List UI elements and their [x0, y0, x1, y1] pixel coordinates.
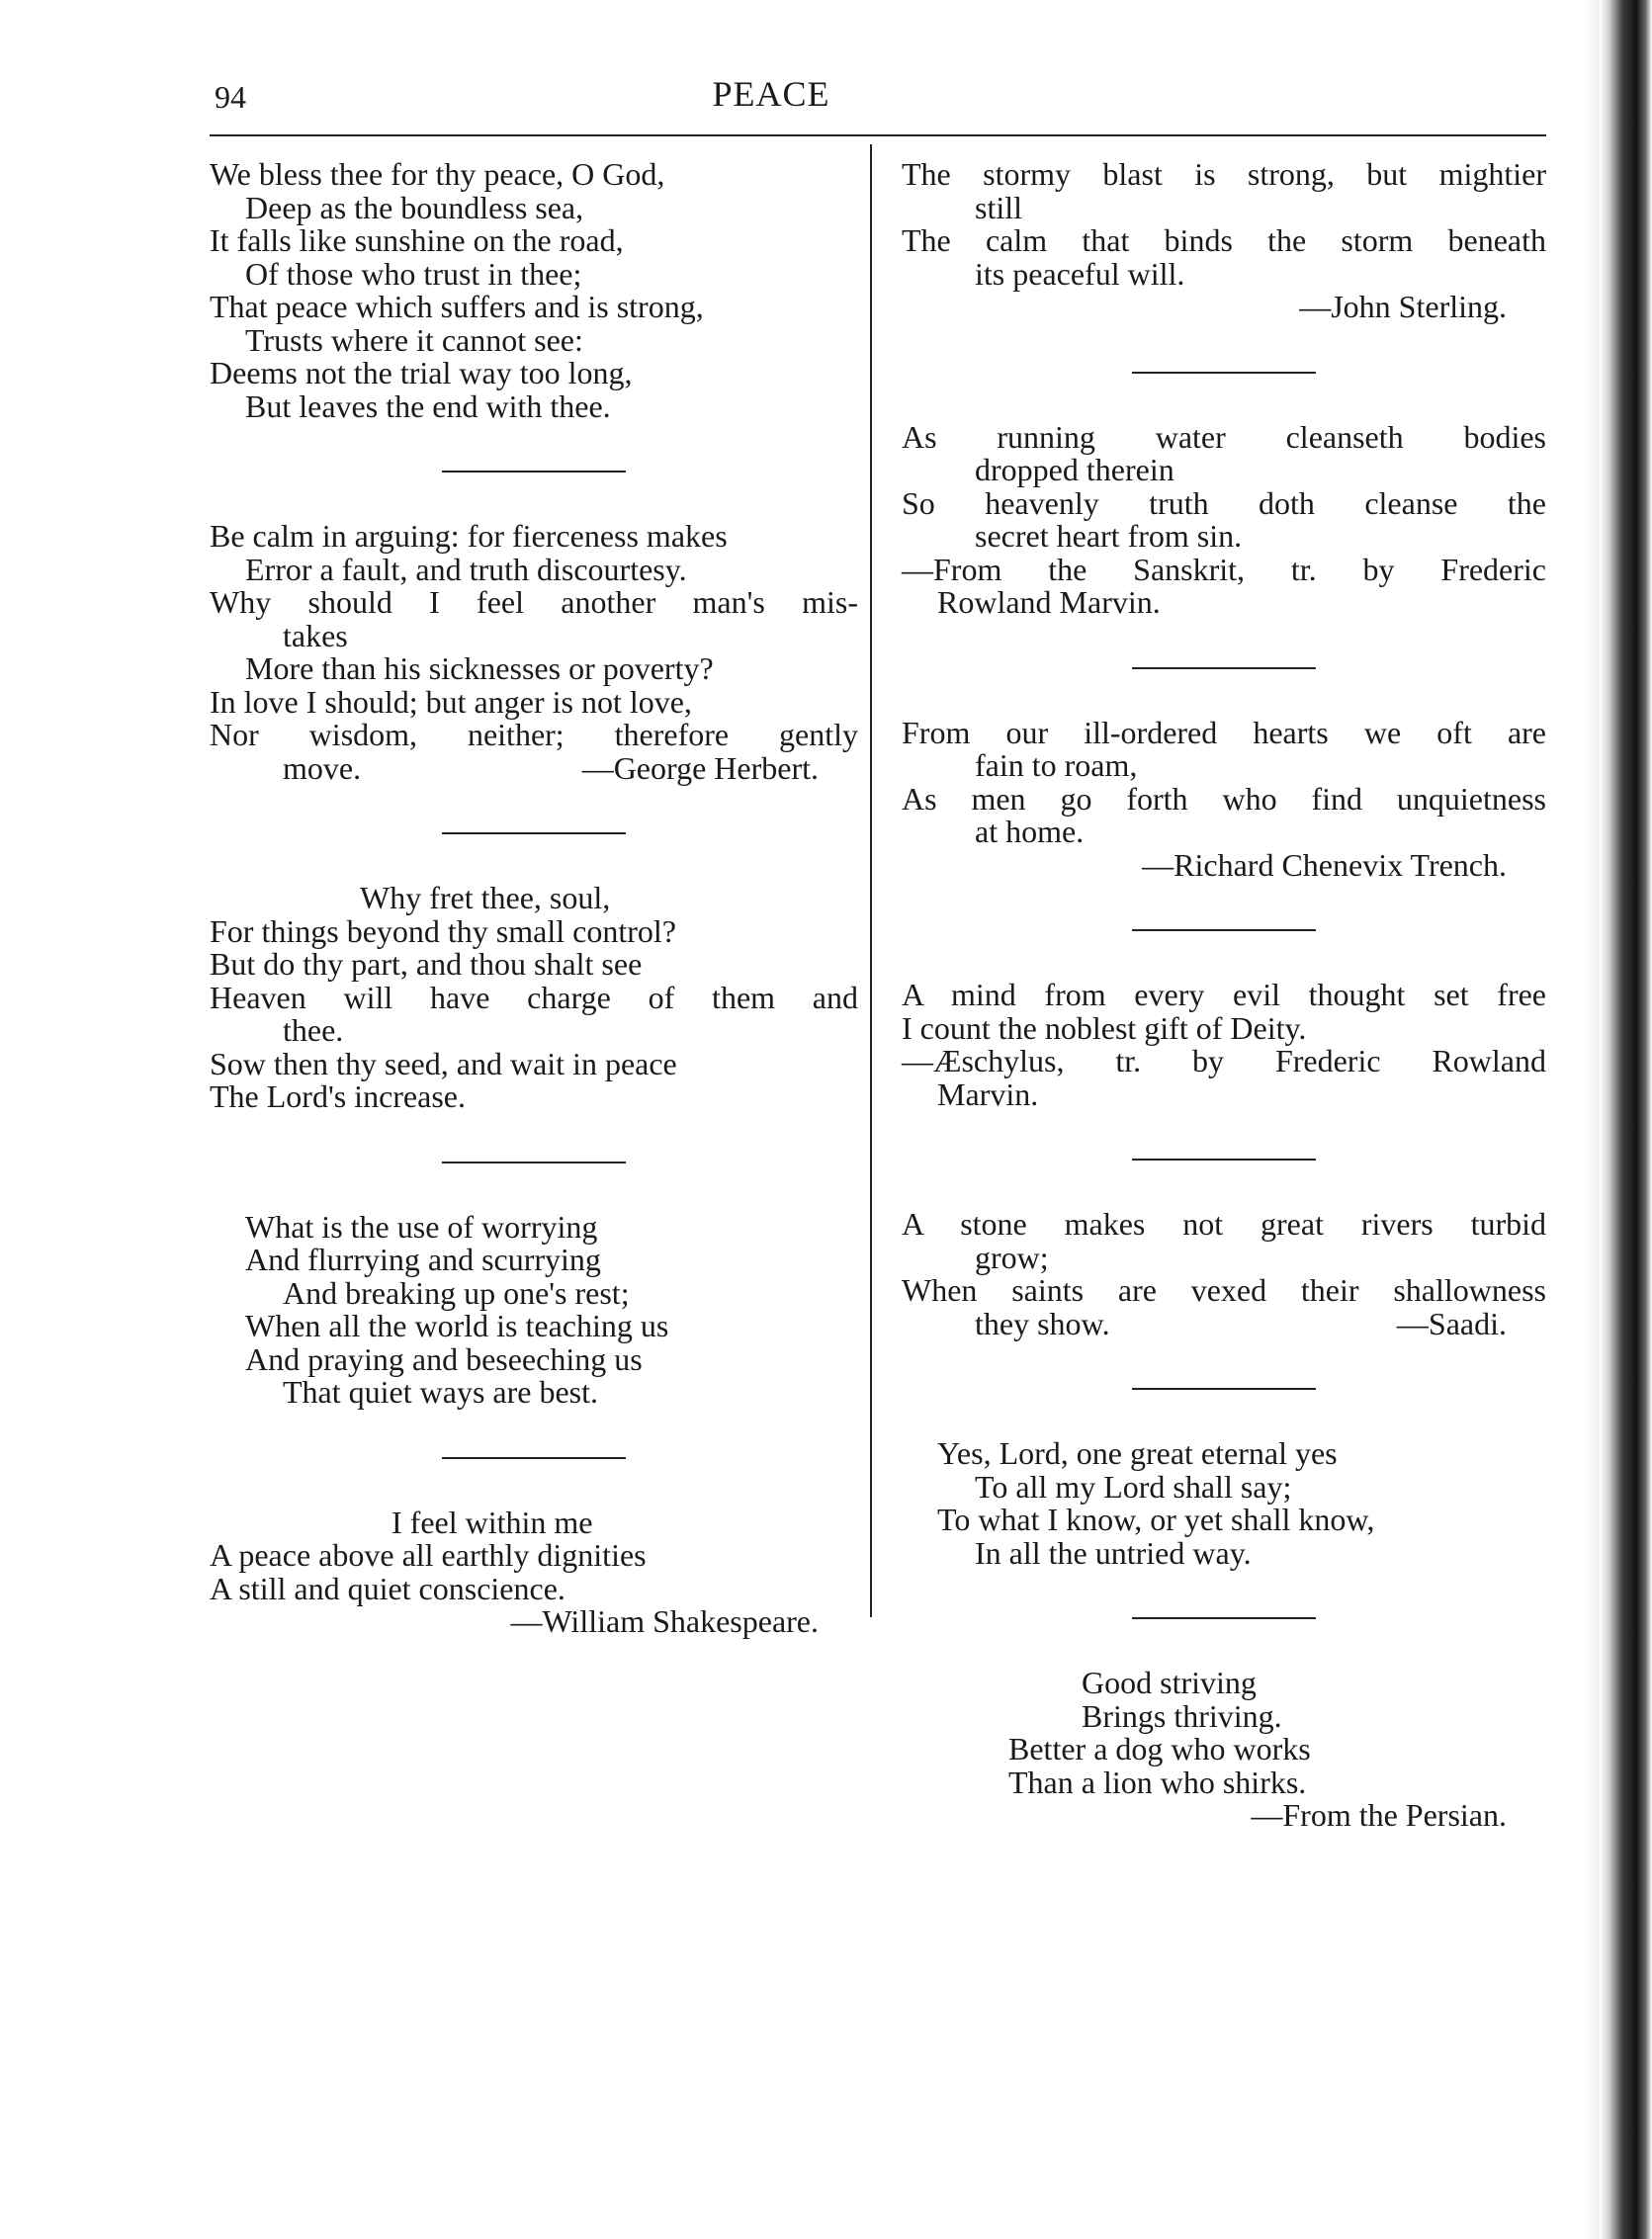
- verse-line: To all my Lord shall say;: [975, 1468, 1292, 1505]
- attribution: —John Sterling.: [1299, 289, 1507, 324]
- verse-line: Than a lion who shirks.: [1008, 1764, 1307, 1800]
- verse-line: fain to roam,: [975, 747, 1138, 783]
- verse-line: More than his sicknesses or poverty?: [245, 650, 714, 686]
- verse-line-with-attribution: [902, 1305, 1546, 1341]
- separator-rule: [1132, 1159, 1316, 1161]
- attribution: —George Herbert.: [581, 749, 819, 786]
- verse-line: move.: [283, 749, 362, 786]
- verse-line: And breaking up one's rest;: [283, 1274, 630, 1311]
- verse-line: To what I know, or yet shall know,: [937, 1502, 1375, 1537]
- verse-line: A stone makes not great rivers turbid: [902, 1206, 1546, 1242]
- verse-line: It falls like sunshine on the road,: [210, 222, 624, 258]
- separator-rule: [442, 832, 626, 834]
- attribution: —From the Persian.: [1251, 1797, 1507, 1833]
- separator-rule: [442, 1162, 626, 1163]
- verse-line: What is the use of worrying: [245, 1208, 598, 1245]
- separator-rule: [442, 1457, 626, 1459]
- verse-line: A peace above all earthly dignities: [210, 1537, 647, 1573]
- verse-line: grow;: [975, 1239, 1049, 1275]
- separator-rule: [1132, 667, 1316, 669]
- verse-block: [210, 158, 858, 423]
- verse-line: The Lord's increase.: [210, 1078, 466, 1114]
- verse-line: In all the untried way.: [975, 1534, 1252, 1571]
- header-rule: [210, 134, 1546, 136]
- verse-line: they show.: [975, 1305, 1110, 1341]
- attribution: —Æschylus, tr. by Frederic Rowland: [902, 1043, 1546, 1078]
- left-column: [210, 158, 858, 1639]
- attribution: —Saadi.: [1396, 1305, 1507, 1341]
- verse-line: still: [975, 189, 1023, 225]
- verse-block: [902, 979, 1546, 1111]
- verse-line: The stormy blast is strong, but mightier: [902, 156, 1546, 192]
- verse-line: Be calm in arguing: for fierceness makes: [210, 518, 728, 554]
- verse-line: We bless thee for thy peace, O God,: [210, 156, 665, 192]
- verse-line: Why should I feel another man's mis-: [210, 584, 858, 620]
- verse-line: Deep as the boundless sea,: [245, 189, 584, 225]
- verse-block: [210, 882, 858, 1114]
- verse-line: Trusts where it cannot see:: [245, 321, 583, 358]
- verse-line: So heavenly truth doth cleanse the: [902, 484, 1546, 521]
- verse-line: For things beyond thy small control?: [210, 912, 676, 949]
- verse-line: The calm that binds the storm beneath: [902, 222, 1546, 258]
- verse-line: But leaves the end with thee.: [245, 388, 611, 424]
- verse-line: Brings thriving.: [1082, 1697, 1282, 1734]
- verse-line: A still and quiet conscience.: [210, 1570, 565, 1606]
- right-column: [902, 158, 1546, 1833]
- verse-line: But do thy part, and thou shalt see: [210, 946, 643, 982]
- separator-rule: [1132, 1617, 1316, 1619]
- separator-rule: [442, 471, 626, 473]
- verse-line: I feel within me: [391, 1504, 593, 1540]
- verse-line: As men go forth who find unquietness: [902, 780, 1546, 817]
- verse-line: Good striving: [1082, 1665, 1257, 1700]
- verse-line: That peace which suffers and is strong,: [210, 289, 704, 324]
- verse-block: [902, 418, 1546, 620]
- verse-line: Error a fault, and truth discourtesy.: [245, 551, 687, 587]
- verse-line: Deems not the trial way too long,: [210, 355, 633, 390]
- attribution: —Richard Chenevix Trench.: [1142, 846, 1507, 883]
- column-divider: [870, 144, 872, 1617]
- verse-line: Sow then thy seed, and wait in peace: [210, 1045, 677, 1081]
- verse-line: That quiet ways are best.: [283, 1374, 598, 1410]
- attribution: Marvin.: [937, 1076, 1039, 1112]
- separator-rule: [1132, 1388, 1316, 1390]
- verse-block: [902, 158, 1546, 324]
- verse-line: Nor wisdom, neither; therefore gently: [210, 717, 858, 752]
- separator-rule: [1132, 372, 1316, 374]
- verse-block: [902, 1208, 1546, 1340]
- verse-line: And praying and beseeching us: [245, 1340, 643, 1377]
- verse-line: And flurrying and scurrying: [245, 1242, 601, 1277]
- verse-line: I count the noblest gift of Deity.: [902, 1009, 1307, 1046]
- verse-line: As running water cleanseth bodies: [902, 418, 1546, 455]
- verse-block: [902, 1667, 1546, 1833]
- verse-line: thee.: [283, 1012, 344, 1048]
- verse-block: [210, 1208, 858, 1410]
- verse-line: From our ill-ordered hearts we oft are: [902, 714, 1546, 750]
- attribution: —From the Sanskrit, tr. by Frederic: [902, 551, 1546, 587]
- attribution: —William Shakespeare.: [510, 1603, 819, 1639]
- verse-line: at home.: [975, 814, 1085, 849]
- page-number: 94: [215, 79, 246, 115]
- verse-block: [902, 1437, 1546, 1570]
- verse-line: its peaceful will.: [975, 255, 1185, 292]
- separator-rule: [1132, 929, 1316, 931]
- verse-line-with-attribution: [210, 749, 858, 786]
- verse-block: [210, 520, 858, 785]
- attribution: Rowland Marvin.: [937, 584, 1161, 620]
- book-spine-edge: [1600, 0, 1652, 2239]
- verse-line: Heaven will have charge of them and: [210, 979, 858, 1015]
- page-title: PEACE: [712, 74, 830, 114]
- verse-block: [902, 714, 1546, 883]
- verse-line: Of those who trust in thee;: [245, 255, 582, 292]
- page-edge-shadow: [1582, 0, 1602, 2239]
- verse-line: dropped therein: [975, 452, 1174, 487]
- verse-line: Why fret thee, soul,: [360, 880, 611, 915]
- verse-line: takes: [283, 617, 348, 653]
- verse-line: A mind from every evil thought set free: [902, 977, 1546, 1012]
- verse-line: When all the world is teaching us: [245, 1308, 669, 1343]
- verse-block: [210, 1504, 858, 1639]
- verse-line: Better a dog who works: [1008, 1731, 1311, 1766]
- verse-line: In love I should; but anger is not love,: [210, 683, 692, 720]
- verse-line: secret heart from sin.: [975, 518, 1243, 554]
- verse-line: When saints are vexed their shallowness: [902, 1272, 1546, 1308]
- verse-line: Yes, Lord, one great eternal yes: [937, 1435, 1338, 1471]
